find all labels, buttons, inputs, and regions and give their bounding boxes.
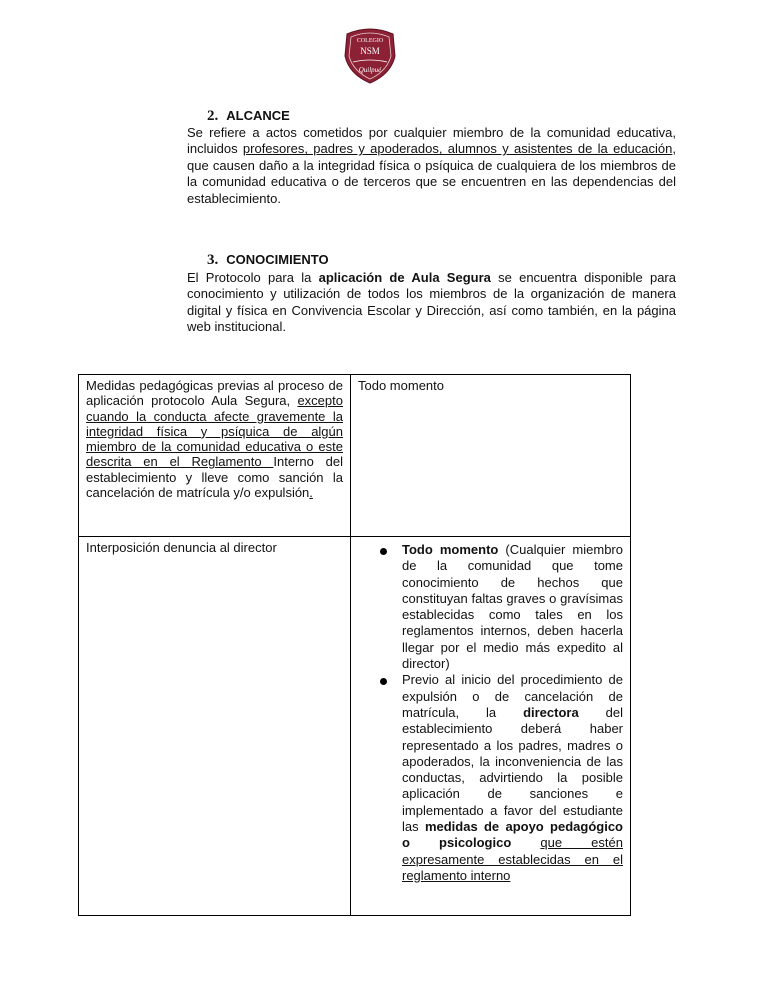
bold-run: aplicación de Aula Segura [318, 270, 491, 285]
text-run: del establecimiento deberá haber representado a los padres, madres o apoderados, la inconveniencia de las conductas, advirtiendo la posible aplicación de sanciones e implementado a favor del estudiante las [402, 704, 623, 835]
underlined-run: excepto cuando la conducta afecte gravemente la integridad física y psíquica de algún [86, 393, 343, 439]
text-run: Previo al inicio del procedimiento de expulsión o de cancelación de matrícula, la [402, 672, 623, 720]
table-row [79, 537, 631, 916]
svg-text:NSM: NSM [360, 46, 380, 56]
section-number: 3. [207, 252, 219, 268]
text-run: (Cualquier miembro de la comunidad que tome conocimiento de hechos que constituyan faltas graves o gravísimas establecidas como tales en los reglamentos internos, deben hacerla llegar por el medio más expedito al director) [402, 542, 623, 672]
section-3-paragraph [187, 270, 676, 336]
text-run: se encuentra disponible para conocimiento y utilización de todos los miembros de la organización de manera digital y física en Convivencia Escolar y Dirección, así como también, en la página web institucional. [187, 270, 676, 335]
svg-text:Quilpué: Quilpué [358, 66, 382, 74]
underlined-run: descrita en el Reglamento [86, 454, 274, 470]
bold-run: directora [523, 704, 579, 720]
section-3-heading [207, 252, 329, 269]
underlined-run: . [309, 485, 313, 501]
bullet-icon [380, 678, 387, 685]
cell-text: Todo momento [358, 378, 444, 393]
text-run: Medidas pedagógicas previas al proceso de aplicación protocolo Aula Segura, [86, 378, 343, 409]
table-row [79, 375, 631, 537]
section-number: 2. [207, 108, 219, 124]
measures-table [78, 374, 631, 916]
text-run: Interno del establecimiento y lleve como sanción la cancelación de matrícula y/o expulsión [86, 454, 343, 501]
section-2-paragraph [187, 125, 676, 207]
section-2-heading [207, 108, 290, 125]
underlined-run: miembro de la comunidad educativa o este [86, 439, 343, 455]
svg-text:COLEGIO: COLEGIO [356, 38, 384, 44]
section-title: ALCANCE [226, 108, 290, 123]
list-item [402, 672, 623, 884]
section-title: CONOCIMIENTO [226, 252, 329, 267]
bold-run: medidas de apoyo pedagógico o psicologico [402, 819, 624, 851]
school-crest-logo [341, 26, 399, 84]
text-run: , que causen daño a la integridad física o psíquica de cualquiera de los miembros de la comunidad educativa o de terceros que se encuentren en las dependencias del establecimiento. [187, 141, 676, 206]
table-cell-denuncia [79, 537, 351, 916]
text-run [511, 835, 540, 850]
bold-run: Todo momento [402, 542, 499, 557]
bullet-list [358, 542, 623, 884]
table-cell-measures [79, 375, 351, 537]
text-run: El Protocolo para la [187, 270, 319, 285]
cell-text: Interposición denuncia al director [86, 540, 277, 555]
bullet-icon [380, 548, 387, 555]
table-cell-timing [351, 375, 631, 537]
list-item [402, 542, 623, 672]
text-run: Se refiere a actos cometidos por cualquier miembro de la comunidad educativa, incluidos [187, 125, 676, 157]
underlined-run: profesores, padres y apoderados, alumnos y asistentes de la educación [242, 141, 673, 157]
underlined-run: que estén expresamente establecidas en el reglamento interno [402, 835, 623, 883]
table-cell-bullets [351, 537, 631, 916]
